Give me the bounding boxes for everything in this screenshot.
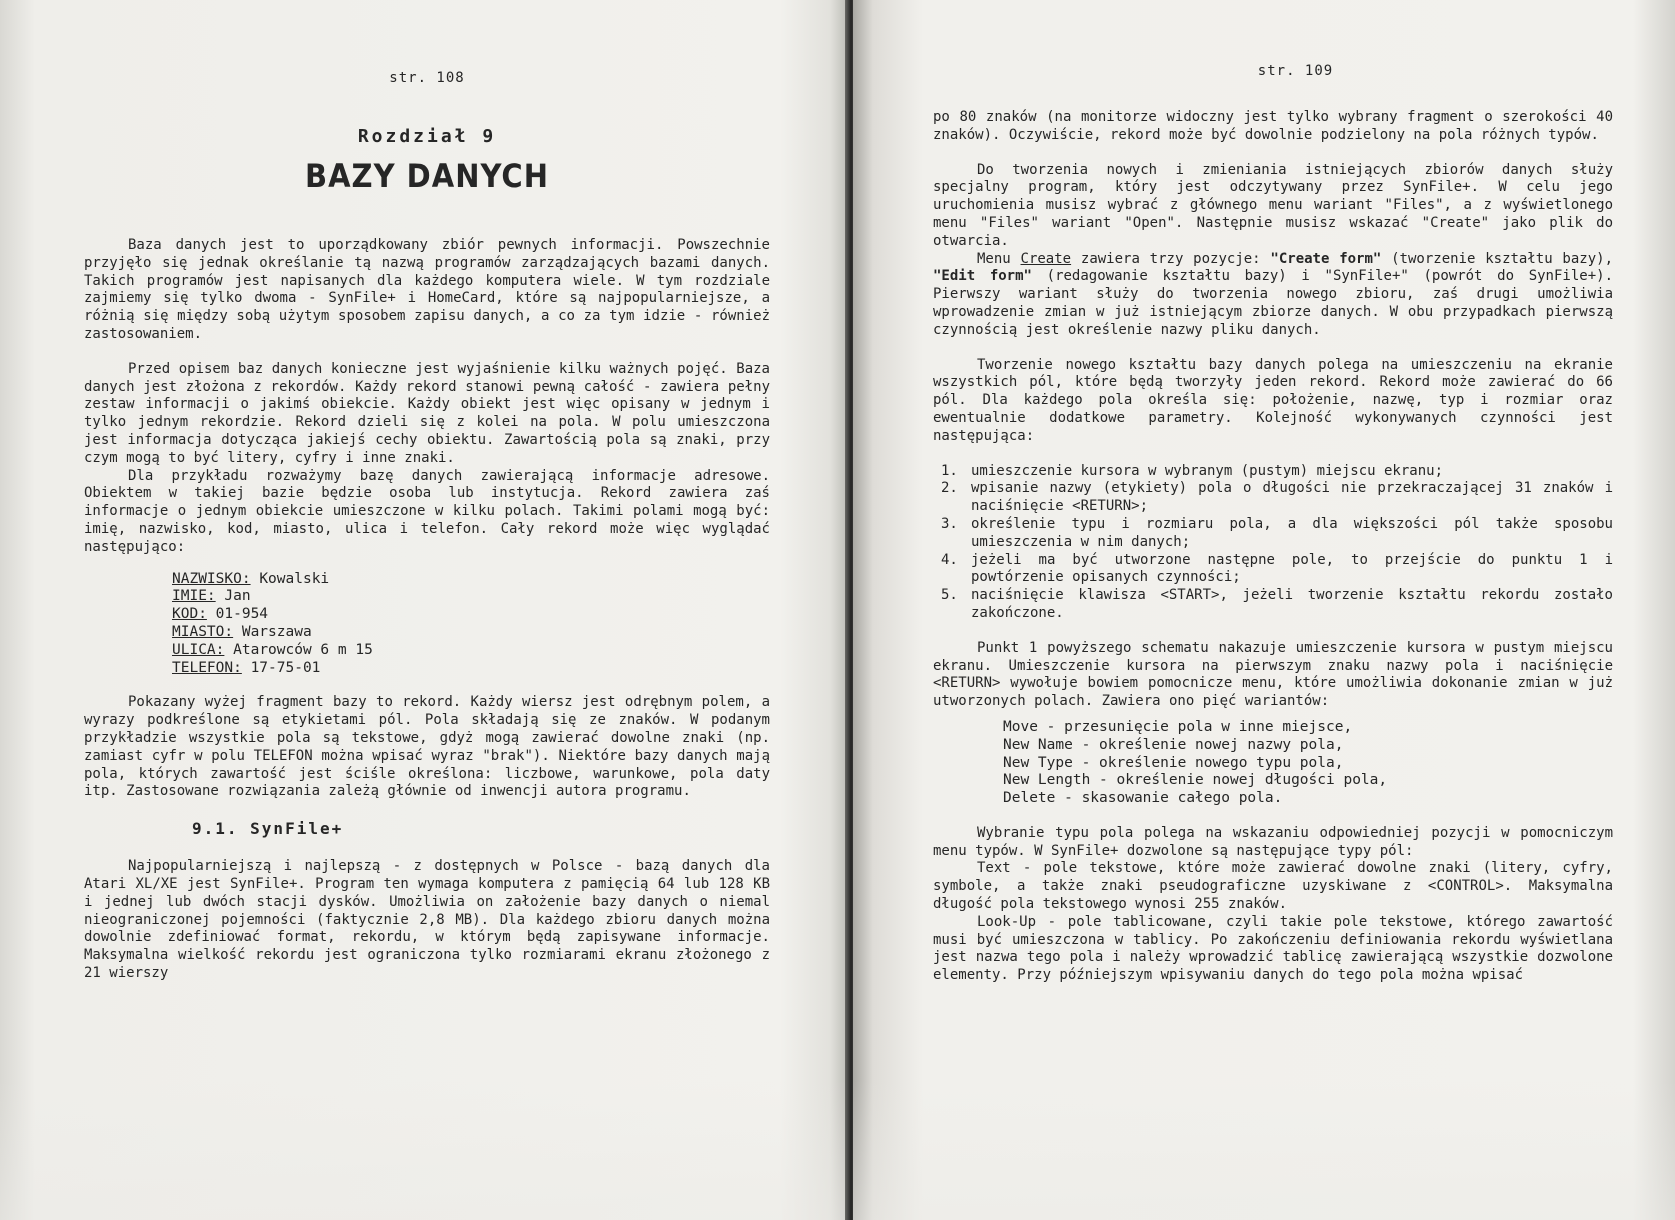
record-row <box>172 642 770 660</box>
field-label: TELEFON: <box>172 659 242 676</box>
list-item <box>933 463 1613 481</box>
chapter-title: BAZY DANYCH <box>305 157 549 195</box>
paragraph-field-types: Wybranie typu pola polega na wskazaniu odpowiedniej pozycji w pomocniczym menu typów. W SynFile+ dozwolone są następujące typy pól: <box>933 824 1613 859</box>
list-item: Move - przesunięcie pola w inne miejsce, <box>1003 718 1353 735</box>
list-item: Delete - skasowanie całego pola. <box>1003 790 1283 807</box>
field-value: 17-75-01 <box>250 659 321 676</box>
list-item <box>933 480 1613 516</box>
paragraph-example: Dla przykładu rozważymy bazę danych zawierającą informacje adresowe. Obiektem w takiej bazie będzie osoba lub instytucja. Rekord zawiera zaś informacje o jednym obiekcie umieszczone w kilku polach. Takimi polami mogą być: imię, nazwisko, kod, miasto, ulica i telefon. Cały rekord może więc wyglądać następująco: <box>84 467 770 555</box>
edit-form-term: "Edit form" <box>933 268 1032 285</box>
field-label: MIASTO: <box>172 623 234 640</box>
step-number: 1. <box>941 462 958 479</box>
record-row <box>172 624 770 642</box>
field-value: Atarowców 6 m 15 <box>233 641 373 658</box>
page-number-108: str. 108 <box>389 70 465 86</box>
text-fragment: (redagowanie kształtu bazy) i "SynFile+" (powrót do SynFile+). Pierwszy wariant służy do tworzenia nowego zbioru, zaś drugi umożliwia wprowadzenie zmian w już istniejącym zbiorze danych. W obu przypadkach pierwszą czynnością jest określenie nazwy pliku danych. <box>933 268 1613 338</box>
paragraph-aux-menu: Punkt 1 powyższego schematu nakazuje umieszczenie kursora w pustym miejscu ekranu. Umieszczenie kursora na pierwszym znaku nazwy pola i naciśnięcie <RETURN> wywołuje bowiem pomocnicze menu, które umożliwia dokonanie zmian w już utworzonych polach. Zawiera ono pięć wariantów: <box>933 639 1613 710</box>
record-row <box>172 606 770 624</box>
step-text: jeżeli ma być utworzone następne pole, to przejście do punktu 1 i powtórzenie opisanych czynności; <box>971 551 1613 586</box>
step-text: wpisanie nazwy (etykiety) pola o długości nie przekraczającej 31 znaków i naciśnięcie <RETURN>; <box>971 480 1613 515</box>
example-record <box>84 571 770 678</box>
paragraph-create-menu <box>933 251 1613 340</box>
step-text: naciśnięcie klawisza <START>, jeżeli tworzenie kształtu rekordu zostało zakończone. <box>971 587 1613 621</box>
record-row <box>172 571 770 589</box>
step-number: 4. <box>941 551 958 568</box>
right-page <box>853 0 1675 1220</box>
paragraph-synfile: Najpopularniejszą i najlepszą - z dostępnych w Polsce - bazą danych dla Atari XL/XE jest SynFile+. Program ten wymaga komputera z pamięcią 64 lub 128 KB i jednej lub dwóch stacji dysków. Umożliwia on założenie bazy danych o niemal nieograniczonej pojemności (faktycznie 2,8 MB). Dla każdego zbioru danych można dowolnie zdefiniować format, rekordu, w którym będą zapisywane informacje. Maksymalna wielkość rekordu jest ograniczona tylko rozmiarami ekranu złożonego z 21 wierszy <box>84 858 770 981</box>
list-item: New Name - określenie nowej nazwy pola, <box>1003 736 1344 753</box>
paragraph-create-program: Do tworzenia nowych i zmieniania istniejących zbiorów danych służy specjalny program, który jest odczytywany przez SynFile+. W celu jego uruchomienia musisz wybrać z głównego menu wariant "Files", a z wyświetlonego menu "Files" wariant "Open". Następnie musisz wskazać "Create" jako plik do otwarcia. <box>933 161 1613 249</box>
field-value: Jan <box>224 588 251 605</box>
list-item: New Type - określenie nowego typu pola, <box>1003 754 1344 771</box>
paragraph-concepts: Przed opisem baz danych konieczne jest wyjaśnienie kilku ważnych pojęć. Baza danych jest złożona z rekordów. Każdy rekord stanowi pewną całość - zawiera pełny zestaw informacji o jakimś obiekcie. Każdy obiekt jest więc opisany w jednym i tylko jednym rekordzie. Rekord dzieli się z kolei na pola. W polu umieszczona jest informacja dotycząca jakiejś cechy obiektu. Zawartością pola są znaki, przy czym mogą to być litery, cyfry i inne znaki. <box>84 360 770 466</box>
create-term: Create <box>1020 250 1072 267</box>
list-item <box>933 587 1613 623</box>
paragraph-continued: po 80 znaków (na monitorze widoczny jest tylko wybrany fragment o szerokości 40 znaków). Oczywiście, rekord może być dowolnie podzielony na pola różnych typów. <box>933 109 1613 143</box>
section-heading: 9.1. SynFile+ <box>192 819 344 839</box>
paragraph-text-type: Text - pole tekstowe, które może zawierać dowolne znaki (litery, cyfry, symbole, a także znaki pseudograficzne uzyskiwane z <CONTROL>. Maksymalna długość pola tekstowego wynosi 255 znaków. <box>933 860 1613 913</box>
list-item <box>933 552 1613 588</box>
step-number: 3. <box>941 515 958 532</box>
aux-menu-options <box>933 719 1613 808</box>
create-form-term: "Create form" <box>1270 250 1382 267</box>
menu-word: Menu <box>977 250 1011 267</box>
record-row <box>172 660 770 678</box>
step-number: 5. <box>941 587 958 604</box>
step-text: umieszczenie kursora w wybranym (pustym) miejscu ekranu; <box>971 462 1444 479</box>
list-item: New Length - określenie nowej długości pola, <box>1003 772 1388 789</box>
step-text: określenie typu i rozmiaru pola, a dla większości pól także sposobu umieszczenia w nim danych; <box>971 515 1613 550</box>
steps-list <box>933 463 1613 623</box>
chapter-label: Rozdział 9 <box>357 126 497 147</box>
paragraph-intro: Baza danych jest to uporządkowany zbiór pewnych informacji. Powszechnie przyjęło się jednak określanie tą nazwą programów zarządzających bazami danych. Takich programów jest napisanych dla każdego komputera wiele. W tym rozdziale zajmiemy się tylko dwoma - SynFile+ i HomeCard, które są najpopularniejsze, a różnią się między sobą użytym sposobem zapisu danych, a co za tym idzie - również zastosowaniem. <box>84 237 770 342</box>
step-number: 2. <box>941 480 958 497</box>
paragraph-lookup-type: Look-Up - pole tablicowane, czyli takie pole tekstowe, którego zawartość musi być umieszczona w tablicy. Po zakończeniu definiowania rekordu wyświetlana jest nazwa tego pola i należy wprowadzić tablicę zawierającą wszystkie dozwolone elementy. Przy późniejszym wpisywaniu danych do tego pola można wpisać <box>933 913 1613 984</box>
text-fragment: zawiera trzy pozycje: <box>1080 250 1271 267</box>
field-label: NAZWISKO: <box>172 570 251 587</box>
field-label: IMIE: <box>172 588 216 605</box>
page-number-109: str. 109 <box>1257 63 1334 79</box>
field-label: ULICA: <box>172 641 225 658</box>
field-value: Warszawa <box>241 623 312 640</box>
field-value: 01-954 <box>215 606 269 623</box>
paragraph-record-explained: Pokazany wyżej fragment bazy to rekord. Każdy wiersz jest odrębnym polem, a wyrazy podkreślone są etykietami pól. Pola składają się ze znaków. W podanym przykładzie wszystkie pola są tekstowe, gdyż mogą zawierać dowolne znaki (np. zamiast cyfr w polu TELEFON można wpisać wyraz "brak"). Niektóre bazy danych mają pola, których zawartość jest ściśle określona: liczbowe, warunkowe, pola daty itp. Zastosowane rozwiązania zależą głównie od inwencji autora programu. <box>84 694 770 800</box>
field-value: Kowalski <box>259 570 330 587</box>
list-item <box>933 516 1613 552</box>
paragraph-new-shape: Tworzenie nowego kształtu bazy danych polega na umieszczeniu na ekranie wszystkich pól, które będą tworzyły jeden rekord. Rekord może zawierać do 66 pól. Dla każdego pola określa się: położenie, nazwę, typ i rozmiar oraz ewentualnie dodatkowe parametry. Kolejność wykonywanych czynności jest następująca: <box>933 356 1613 444</box>
record-row <box>172 588 770 606</box>
text-fragment: (tworzenie kształtu bazy), <box>1381 250 1613 267</box>
field-label: KOD: <box>172 606 207 623</box>
